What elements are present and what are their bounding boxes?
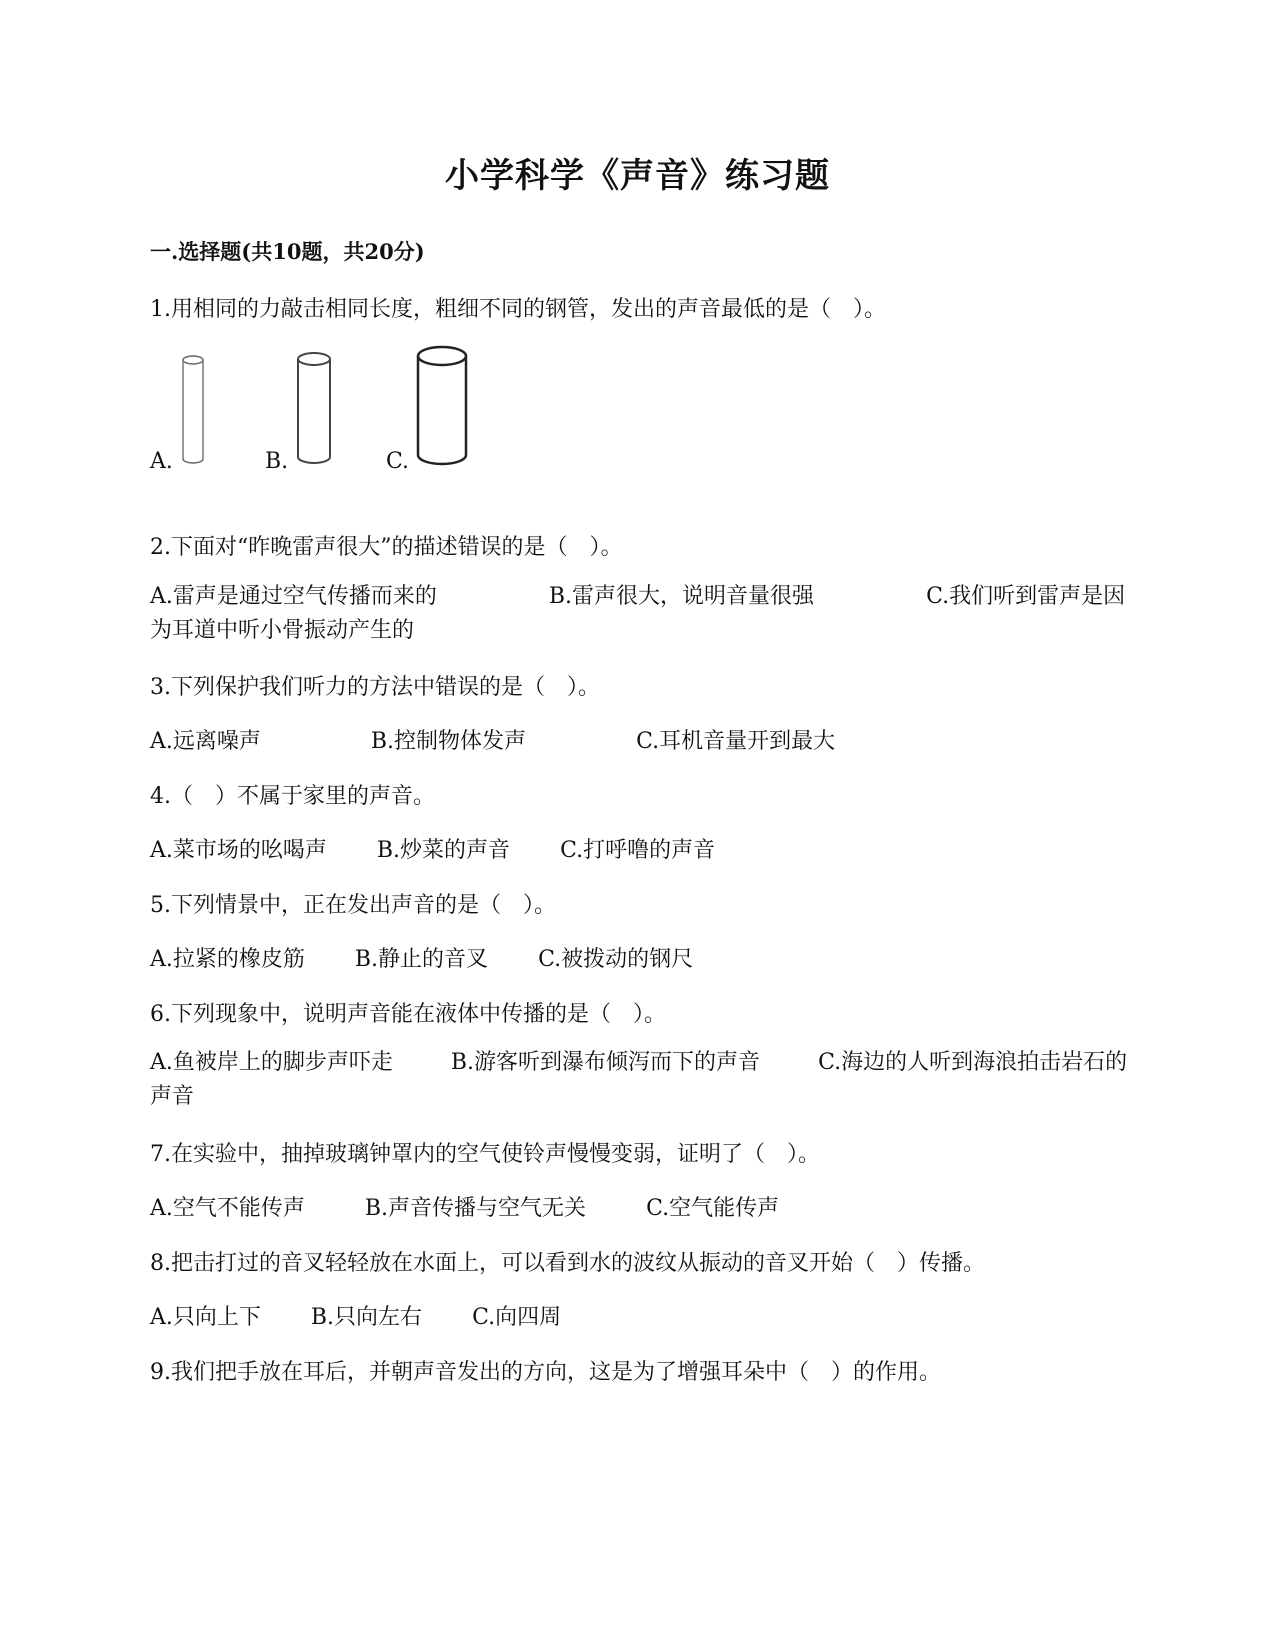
question-3-option-a: A.远离噪声 bbox=[150, 729, 261, 754]
question-7-option-c: C.空气能传声 bbox=[646, 1196, 780, 1221]
question-7-option-b: B.声音传播与空气无关 bbox=[364, 1196, 587, 1221]
question-8-option-b: B.只向左右 bbox=[310, 1305, 423, 1330]
question-8-stem: 8.把击打过的音叉轻轻放在水面上，可以看到水的波纹从振动的音叉开始（ ）传播。 bbox=[150, 1251, 985, 1276]
medium-tube-icon bbox=[295, 351, 333, 467]
question-2-option-b: B.雷声很大，说明音量很强 bbox=[548, 584, 815, 609]
question-6-option-a: A.鱼被岸上的脚步声吓走 bbox=[150, 1050, 393, 1075]
question-5-option-a: A.拉紧的橡皮筋 bbox=[150, 947, 305, 972]
question-2-option-a: A.雷声是通过空气传播而来的 bbox=[150, 584, 437, 609]
option-c-label: C. bbox=[386, 449, 410, 474]
question-1-images bbox=[150, 355, 510, 495]
thick-tube-icon bbox=[415, 345, 469, 469]
question-8-options bbox=[150, 1300, 561, 1331]
option-a-label: A. bbox=[150, 449, 173, 474]
question-4-option-b: B.炒菜的声音 bbox=[376, 838, 511, 863]
thin-tube-icon bbox=[180, 355, 206, 467]
question-2-stem: 2.下面对“昨晚雷声很大”的描述错误的是（ ）。 bbox=[150, 535, 623, 560]
question-3-stem: 3.下列保护我们听力的方法中错误的是（ ）。 bbox=[150, 675, 600, 700]
section-heading: 一.选择题(共10题，共20分) bbox=[150, 239, 425, 264]
question-5-option-b: B.静止的音叉 bbox=[354, 947, 489, 972]
question-5-stem: 5.下列情景中，正在发出声音的是（ ）。 bbox=[150, 893, 556, 918]
question-6-options bbox=[150, 1046, 1135, 1114]
question-1-stem: 1.用相同的力敲击相同长度，粗细不同的钢管，发出的声音最低的是（ ）。 bbox=[150, 297, 886, 322]
question-3-option-b: B.控制物体发声 bbox=[370, 729, 527, 754]
question-7-stem: 7.在实验中，抽掉玻璃钟罩内的空气使铃声慢慢变弱，证明了（ ）。 bbox=[150, 1142, 820, 1167]
question-7-option-a: A.空气不能传声 bbox=[150, 1196, 305, 1221]
question-2-options bbox=[150, 580, 1135, 648]
page-title: 小学科学《声音》练习题 bbox=[445, 156, 830, 196]
question-6-stem: 6.下列现象中，说明声音能在液体中传播的是（ ）。 bbox=[150, 1002, 666, 1027]
question-8-option-c: C.向四周 bbox=[472, 1305, 562, 1330]
question-5-options bbox=[150, 942, 693, 973]
question-4-options bbox=[150, 833, 715, 864]
question-7-options bbox=[150, 1191, 779, 1222]
question-4-stem: 4.（ ）不属于家里的声音。 bbox=[150, 784, 435, 809]
question-9-stem: 9.我们把手放在耳后，并朝声音发出的方向，这是为了增强耳朵中（ ）的作用。 bbox=[150, 1360, 941, 1385]
question-8-option-a: A.只向上下 bbox=[150, 1305, 261, 1330]
question-3-options bbox=[150, 724, 835, 755]
question-6-option-c: C.海边的人听到海浪拍击岩石的声音 bbox=[150, 1050, 1128, 1109]
question-4-option-c: C.打呼噜的声音 bbox=[560, 838, 716, 863]
question-4-option-a: A.菜市场的吆喝声 bbox=[150, 838, 327, 863]
question-5-option-c: C.被拨动的钢尺 bbox=[538, 947, 694, 972]
question-6-option-b: B.游客听到瀑布倾泻而下的声音 bbox=[450, 1050, 761, 1075]
option-b-label: B. bbox=[265, 449, 289, 474]
question-3-option-c: C.耳机音量开到最大 bbox=[636, 729, 836, 754]
question-2-option-c: C.我们听到雷声是因为耳道中听小骨振动产生的 bbox=[150, 584, 1126, 643]
